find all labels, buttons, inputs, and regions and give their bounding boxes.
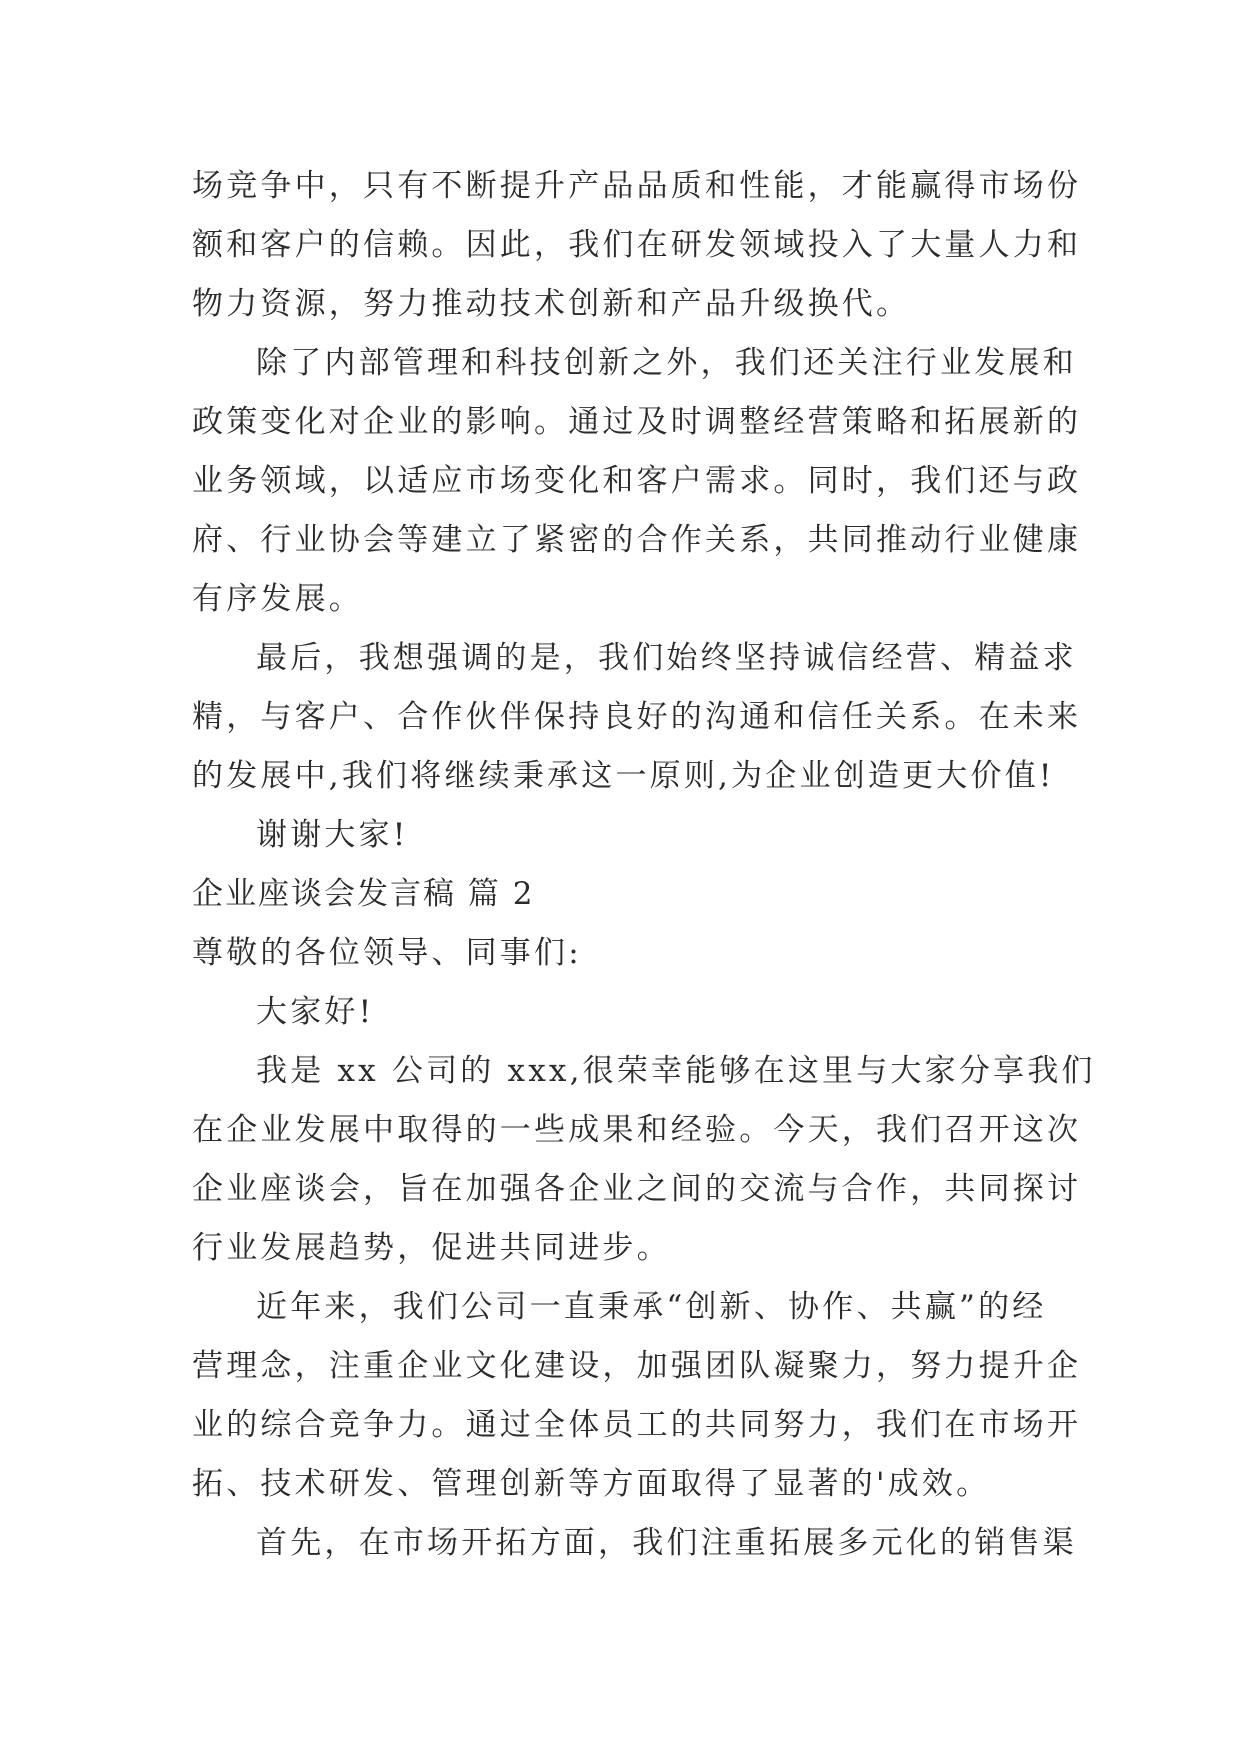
- text-line: 业的综合竞争力。通过全体员工的共同努力，我们在市场开: [192, 1407, 1082, 1443]
- closing-thanks: 谢谢大家!: [256, 817, 409, 853]
- paragraph-first-line: 最后，我想强调的是，我们始终坚持诚信经营、精益求: [256, 640, 1077, 676]
- text-line: 额和客户的信赖。因此，我们在研发领域投入了大量人力和: [192, 227, 1082, 263]
- text-line: 拓、技术研发、管理创新等方面取得了显著的'成效。: [192, 1466, 991, 1502]
- text-line: 企业座谈会，旨在加强各企业之间的交流与合作，共同探讨: [192, 1171, 1082, 1207]
- text-line: 精，与客户、合作伙伴保持良好的沟通和信任关系。在未来: [192, 699, 1082, 735]
- text-line: 府、行业协会等建立了紧密的合作关系，共同推动行业健康: [192, 522, 1082, 558]
- paragraph-first-line: 除了内部管理和科技创新之外，我们还关注行业发展和: [256, 345, 1077, 381]
- text-line: 营理念，注重企业文化建设，加强团队凝聚力，努力提升企: [192, 1348, 1082, 1384]
- paragraph-first-line: 近年来，我们公司一直秉承“创新、协作、共赢”的经: [256, 1289, 1047, 1325]
- text-line: 行业发展趋势，促进共同进步。: [192, 1230, 671, 1266]
- text-line: 有序发展。: [192, 581, 363, 617]
- text-line: 的发展中,我们将继续秉承这一原则,为企业创造更大价值!: [192, 758, 1055, 794]
- paragraph-first-line: 我是 xx 公司的 xxx,很荣幸能够在这里与大家分享我们: [256, 1053, 1096, 1089]
- text-line: 在企业发展中取得的一些成果和经验。今天，我们召开这次: [192, 1112, 1082, 1148]
- text-line: 物力资源，努力推动技术创新和产品升级换代。: [192, 286, 911, 322]
- text-line: 场竞争中，只有不断提升产品品质和性能，才能赢得市场份: [192, 168, 1082, 204]
- salutation: 尊敬的各位领导、同事们:: [192, 935, 582, 971]
- section-heading: 企业座谈会发言稿 篇 2: [192, 876, 535, 912]
- document-body: [192, 157, 1096, 1573]
- text-line: 政策变化对企业的影响。通过及时调整经营策略和拓展新的: [192, 404, 1082, 440]
- text-line: 业务领域，以适应市场变化和客户需求。同时，我们还与政: [192, 463, 1082, 499]
- greeting: 大家好!: [256, 994, 375, 1030]
- paragraph-first-line: 首先，在市场开拓方面，我们注重拓展多元化的销售渠: [256, 1525, 1077, 1561]
